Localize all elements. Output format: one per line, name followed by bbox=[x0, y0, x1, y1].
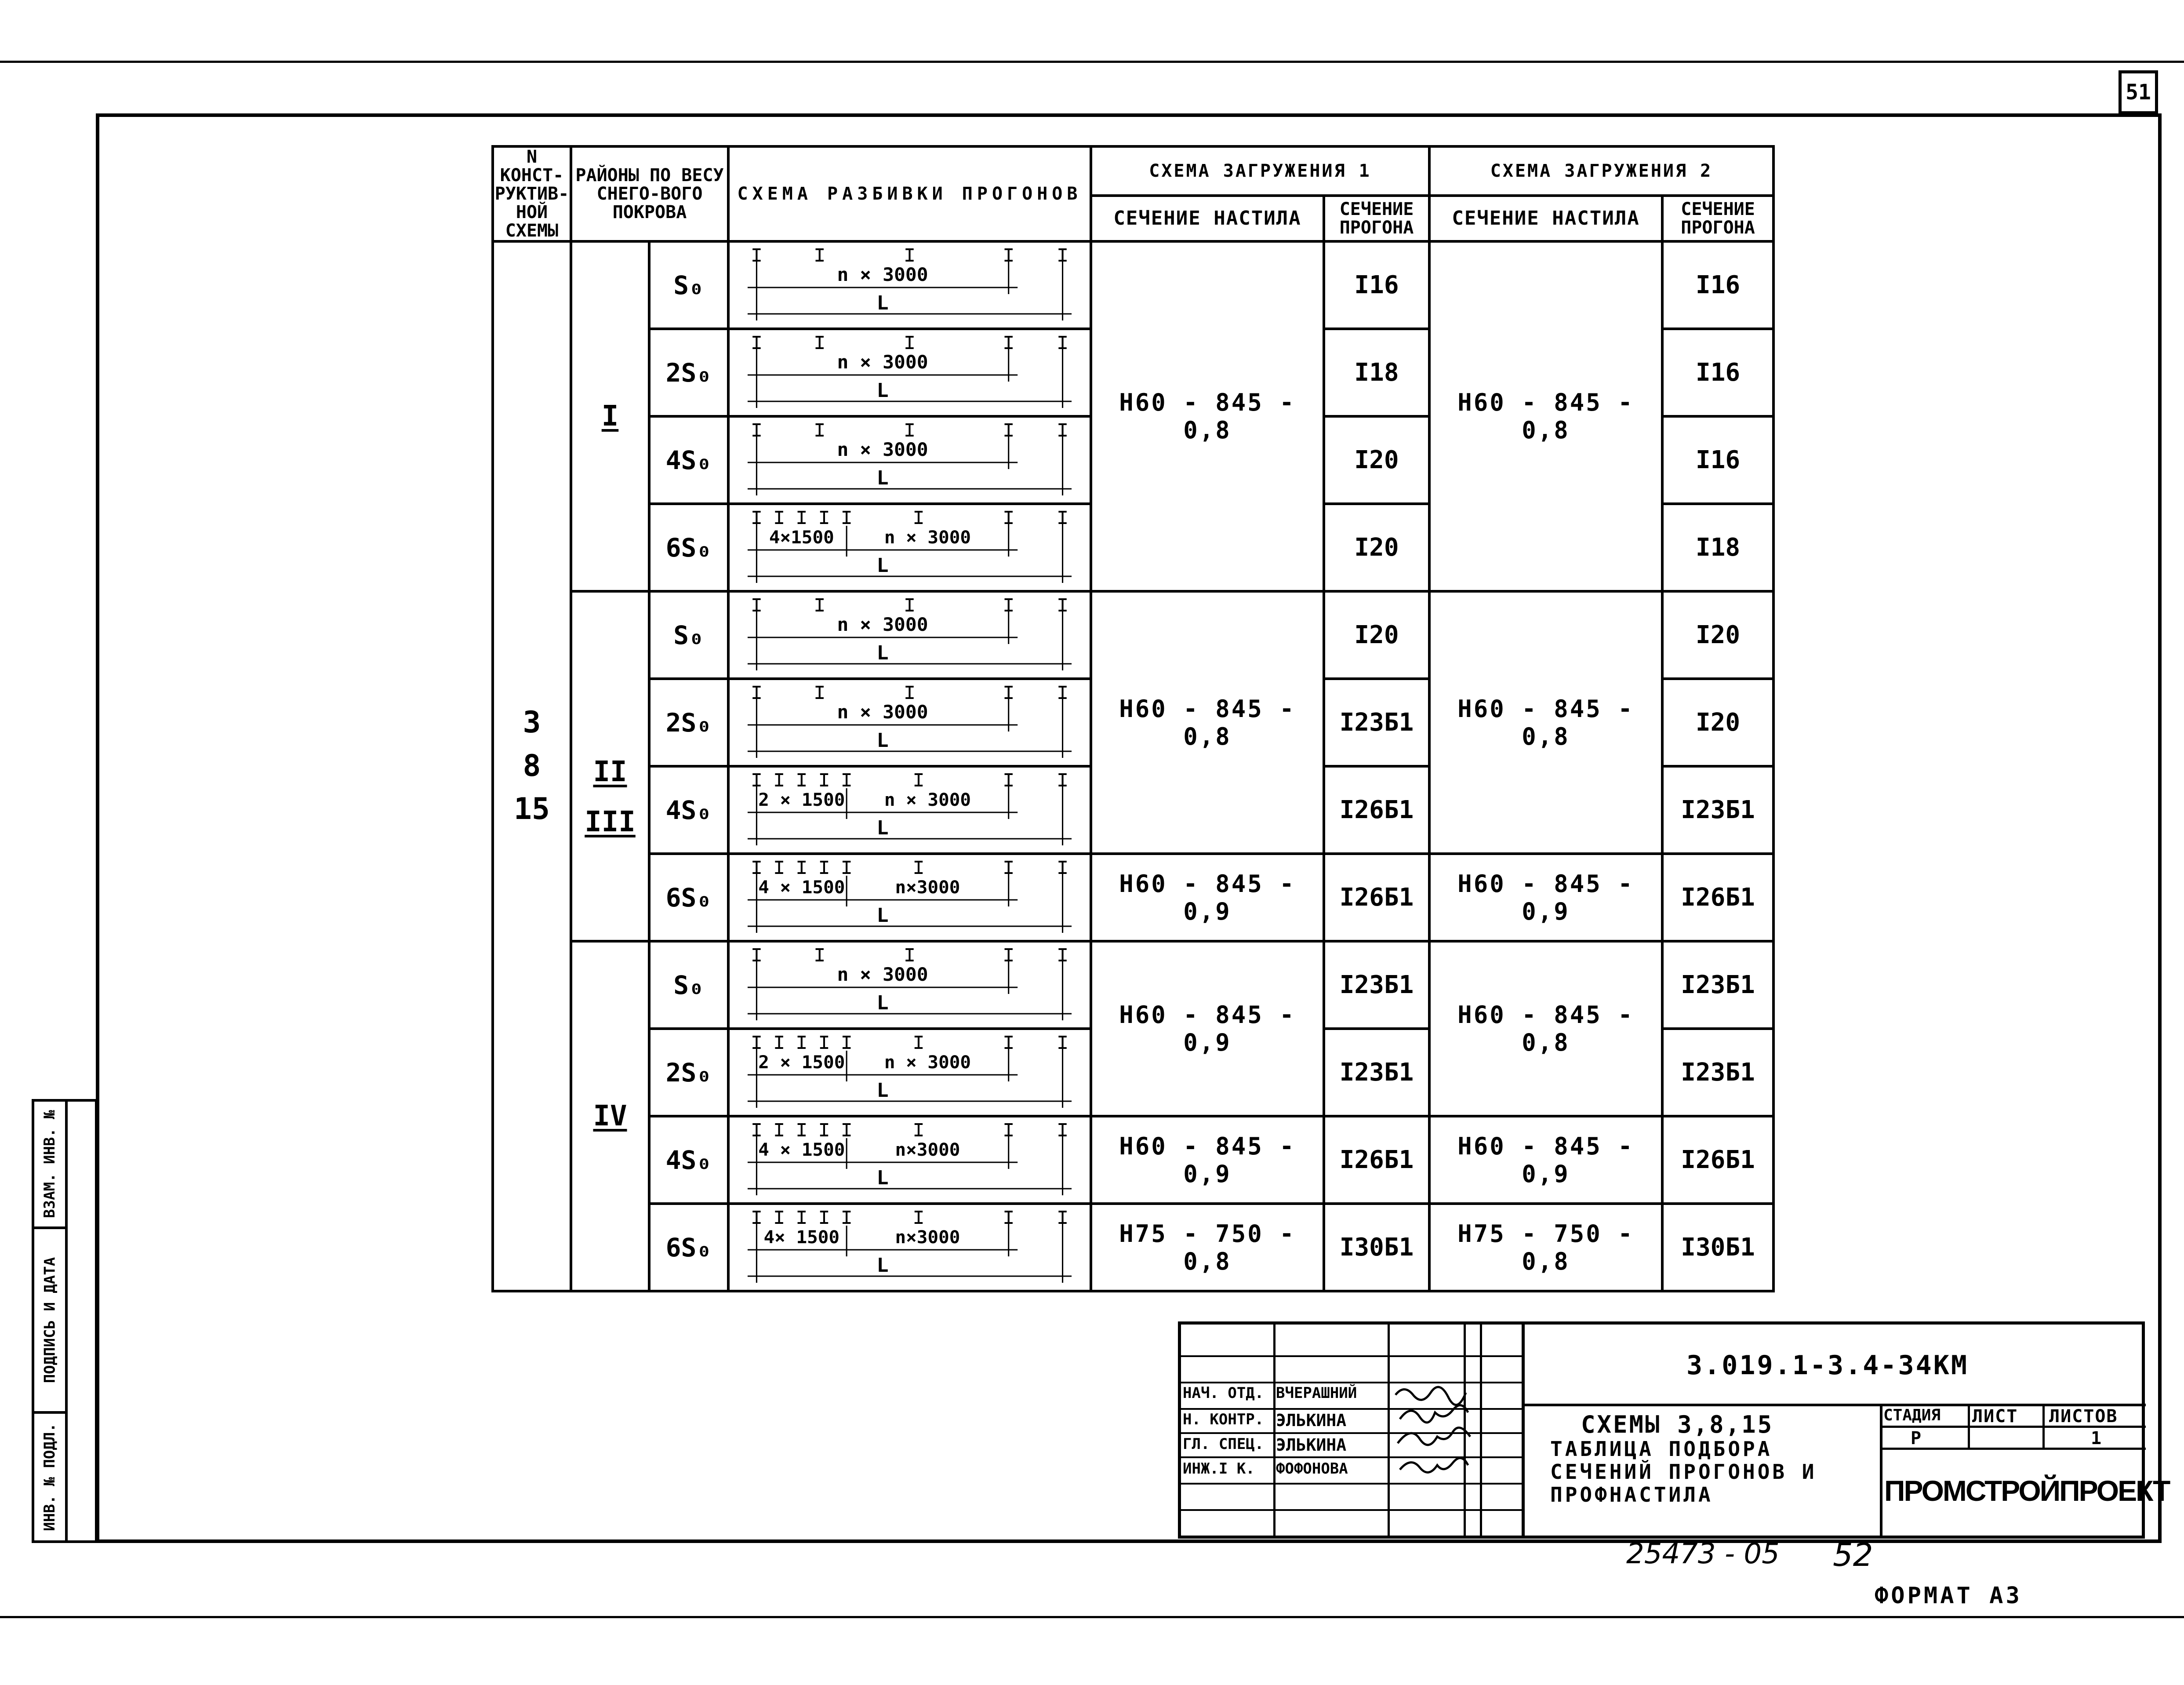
deck-section-2: Н60 - 845 - 0,8 bbox=[1429, 241, 1662, 591]
paper-format: ФОРМАТ А3 bbox=[1875, 1583, 2022, 1609]
purlin-layout-svg bbox=[730, 683, 1090, 762]
deck-section-1: Н60 - 845 - 0,9 bbox=[1091, 941, 1324, 1116]
i-beam-symbol bbox=[915, 512, 923, 523]
i-beam-symbol bbox=[1005, 1212, 1013, 1223]
title-line: СХЕМЫ 3,8,15 bbox=[1581, 1411, 1774, 1438]
dim-label-length: L bbox=[876, 466, 889, 489]
dim-label-spans: n × 3000 bbox=[884, 526, 971, 548]
i-beam-symbol bbox=[1005, 599, 1013, 611]
layout-diagram bbox=[728, 1116, 1091, 1204]
header-layout: СХЕМА РАЗБИВКИ ПРОГОНОВ bbox=[728, 146, 1091, 241]
purlin-section-1: I26Б1 bbox=[1324, 854, 1429, 941]
layout-diagram bbox=[728, 854, 1091, 941]
i-beam-symbol bbox=[843, 512, 850, 523]
purlin-layout-svg bbox=[730, 508, 1090, 587]
signer-role: НАЧ. ОТД. bbox=[1183, 1384, 1264, 1402]
i-beam-symbol bbox=[752, 599, 760, 611]
stamp-cell-replaced-inv: ВЗАМ. ИНВ. № bbox=[34, 1102, 65, 1229]
i-beam-symbol bbox=[843, 862, 850, 873]
i-beam-symbol bbox=[1005, 1037, 1013, 1048]
i-beam-symbol bbox=[752, 1212, 760, 1223]
dim-label-spans: n × 3000 bbox=[884, 1051, 971, 1073]
header-purlin-2: СЕЧЕНИЕ ПРОГОНА bbox=[1662, 196, 1773, 241]
dim-label-length: L bbox=[876, 1079, 889, 1102]
deck-section-2: Н60 - 845 - 0,9 bbox=[1429, 854, 1662, 941]
i-beam-symbol bbox=[1058, 424, 1066, 436]
purlin-section-2: I20 bbox=[1662, 679, 1773, 766]
title-line: ПРОФНАСТИЛА bbox=[1550, 1483, 1713, 1507]
purlin-layout-svg bbox=[730, 421, 1090, 500]
dim-label-length: L bbox=[876, 379, 889, 402]
top-trim-line bbox=[0, 61, 2184, 63]
header-purlin-1: СЕЧЕНИЕ ПРОГОНА bbox=[1324, 196, 1429, 241]
frame-top-ext bbox=[96, 113, 2120, 117]
deck-section-1: Н75 - 750 - 0,8 bbox=[1091, 1204, 1324, 1291]
i-beam-symbol bbox=[843, 1212, 850, 1223]
stage-value: Р bbox=[1911, 1428, 1922, 1448]
i-beam-symbol bbox=[905, 599, 913, 611]
purlin-section-2: I30Б1 bbox=[1662, 1204, 1773, 1291]
sheets-value: 1 bbox=[2091, 1428, 2102, 1448]
purlin-layout-svg bbox=[730, 1121, 1090, 1200]
i-beam-symbol bbox=[820, 774, 828, 786]
load-cell: 2S₀ bbox=[649, 679, 728, 766]
i-beam-symbol bbox=[905, 424, 913, 436]
i-beam-symbol bbox=[752, 337, 760, 348]
header-regions: РАЙОНЫ ПО ВЕСУ СНЕГО-ВОГО ПОКРОВА bbox=[571, 146, 728, 241]
i-beam-symbol bbox=[775, 774, 783, 786]
purlin-layout-svg bbox=[730, 771, 1090, 850]
dim-label-short-spans: 4 × 1500 bbox=[758, 876, 845, 898]
header-scheme-no: N КОНСТ-РУКТИВ-НОЙ СХЕМЫ bbox=[493, 146, 571, 241]
dim-label-length: L bbox=[876, 991, 889, 1014]
i-beam-symbol bbox=[798, 512, 806, 523]
i-beam-symbol bbox=[752, 1124, 760, 1135]
load-cell: 4S₀ bbox=[649, 1116, 728, 1204]
purlin-section-1: I18 bbox=[1324, 329, 1429, 416]
i-beam-symbol bbox=[820, 512, 828, 523]
i-beam-symbol bbox=[905, 687, 913, 698]
purlin-section-1: I20 bbox=[1324, 504, 1429, 591]
load-cell: 6S₀ bbox=[649, 854, 728, 941]
i-beam-symbol bbox=[1058, 949, 1066, 961]
i-beam-symbol bbox=[752, 424, 760, 436]
layout-diagram bbox=[728, 329, 1091, 416]
purlin-section-2: I18 bbox=[1662, 504, 1773, 591]
i-beam-symbol bbox=[816, 949, 824, 961]
i-beam-symbol bbox=[1005, 687, 1013, 698]
layout-diagram bbox=[728, 504, 1091, 591]
signer-name: ЭЛЬКИНА bbox=[1276, 1411, 1347, 1430]
purlin-section-1: I16 bbox=[1324, 241, 1429, 329]
dim-label-length: L bbox=[876, 1254, 889, 1277]
i-beam-symbol bbox=[816, 249, 824, 261]
purlin-section-1: I23Б1 bbox=[1324, 941, 1429, 1029]
i-beam-symbol bbox=[798, 862, 806, 873]
scheme-numbers: 3 8 15 bbox=[493, 241, 571, 1291]
i-beam-symbol bbox=[1005, 512, 1013, 523]
load-cell: S₀ bbox=[649, 591, 728, 679]
i-beam-symbol bbox=[816, 599, 824, 611]
i-beam-symbol bbox=[798, 774, 806, 786]
i-beam-symbol bbox=[915, 1037, 923, 1048]
handwritten-page-number: 52 bbox=[1833, 1536, 1873, 1573]
i-beam-symbol bbox=[1005, 424, 1013, 436]
dim-label-spans: n × 3000 bbox=[837, 614, 928, 636]
purlin-layout-svg bbox=[730, 333, 1090, 412]
signer-role: ГЛ. СПЕЦ. bbox=[1183, 1435, 1264, 1453]
i-beam-symbol bbox=[820, 1212, 828, 1223]
load-cell: 4S₀ bbox=[649, 416, 728, 504]
stamp-cell-inv-original: ИНВ. № ПОДЛ. bbox=[41, 1423, 59, 1531]
deck-section-2: Н60 - 845 - 0,8 bbox=[1429, 591, 1662, 854]
i-beam-symbol bbox=[820, 1124, 828, 1135]
dim-label-spans: n × 3000 bbox=[837, 351, 928, 373]
i-beam-symbol bbox=[905, 249, 913, 261]
dim-label-spans: n × 3000 bbox=[884, 789, 971, 810]
layout-diagram bbox=[728, 766, 1091, 854]
dim-label-short-spans: 2 × 1500 bbox=[758, 789, 845, 810]
load-cell: 6S₀ bbox=[649, 504, 728, 591]
i-beam-symbol bbox=[752, 249, 760, 261]
i-beam-symbol bbox=[775, 1124, 783, 1135]
title-line: ТАБЛИЦА ПОДБОРА bbox=[1550, 1437, 1773, 1461]
dim-label-short-spans: 4×1500 bbox=[769, 526, 834, 548]
dim-label-spans: n×3000 bbox=[895, 1139, 960, 1160]
purlin-layout-svg bbox=[730, 858, 1090, 937]
header-load2: СХЕМА ЗАГРУЖЕНИЯ 2 bbox=[1429, 146, 1773, 196]
dim-label-spans: n × 3000 bbox=[837, 264, 928, 286]
signer-role: ИНЖ.I К. bbox=[1183, 1460, 1255, 1478]
left-stamp bbox=[32, 1099, 98, 1543]
region-I: I bbox=[571, 241, 649, 591]
bottom-trim-line bbox=[0, 1616, 2184, 1618]
purlin-layout-svg bbox=[730, 946, 1090, 1025]
signer-name: ФОФОНОВА bbox=[1276, 1460, 1348, 1478]
layout-diagram bbox=[728, 416, 1091, 504]
i-beam-symbol bbox=[905, 337, 913, 348]
region-IV: IV bbox=[571, 941, 649, 1291]
i-beam-symbol bbox=[1058, 337, 1066, 348]
purlin-layout-svg bbox=[730, 1033, 1090, 1112]
layout-diagram bbox=[728, 941, 1091, 1029]
sheet-label: ЛИСТ bbox=[1972, 1406, 2018, 1427]
layout-diagram bbox=[728, 241, 1091, 329]
dim-label-spans: n×3000 bbox=[895, 876, 960, 898]
i-beam-symbol bbox=[775, 1037, 783, 1048]
purlin-section-2: I23Б1 bbox=[1662, 941, 1773, 1029]
i-beam-symbol bbox=[820, 1037, 828, 1048]
document-code: 3.019.1-3.4-34КМ bbox=[1686, 1350, 1969, 1381]
i-beam-symbol bbox=[775, 1212, 783, 1223]
i-beam-symbol bbox=[752, 774, 760, 786]
i-beam-symbol bbox=[1058, 862, 1066, 873]
purlin-section-2: I23Б1 bbox=[1662, 1029, 1773, 1116]
load-cell: S₀ bbox=[649, 941, 728, 1029]
stage-label: СТАДИЯ bbox=[1883, 1406, 1941, 1424]
i-beam-symbol bbox=[1058, 512, 1066, 523]
load-cell: 6S₀ bbox=[649, 1204, 728, 1291]
deck-section-2: Н60 - 845 - 0,8 bbox=[1429, 941, 1662, 1116]
load-cell: S₀ bbox=[649, 241, 728, 329]
title-line: СЕЧЕНИЙ ПРОГОНОВ И bbox=[1550, 1460, 1817, 1484]
dim-label-short-spans: 4 × 1500 bbox=[758, 1139, 845, 1160]
purlin-layout-svg bbox=[730, 596, 1090, 675]
i-beam-symbol bbox=[1005, 249, 1013, 261]
i-beam-symbol bbox=[1005, 1124, 1013, 1135]
i-beam-symbol bbox=[798, 1124, 806, 1135]
purlin-section-2: I26Б1 bbox=[1662, 1116, 1773, 1204]
dim-label-short-spans: 2 × 1500 bbox=[758, 1051, 845, 1073]
dim-label-length: L bbox=[876, 816, 889, 839]
purlin-section-1: I30Б1 bbox=[1324, 1204, 1429, 1291]
i-beam-symbol bbox=[1058, 249, 1066, 261]
dim-label-length: L bbox=[876, 291, 889, 314]
purlin-section-2: I16 bbox=[1662, 241, 1773, 329]
deck-section-1: Н60 - 845 - 0,9 bbox=[1091, 854, 1324, 941]
purlin-section-1: I26Б1 bbox=[1324, 766, 1429, 854]
i-beam-symbol bbox=[1058, 599, 1066, 611]
i-beam-symbol bbox=[775, 862, 783, 873]
load-cell: 2S₀ bbox=[649, 1029, 728, 1116]
i-beam-symbol bbox=[843, 1037, 850, 1048]
dim-label-spans: n × 3000 bbox=[837, 701, 928, 723]
deck-section-1: Н60 - 845 - 0,8 bbox=[1091, 241, 1324, 591]
i-beam-symbol bbox=[915, 774, 923, 786]
i-beam-symbol bbox=[905, 949, 913, 961]
header-deck-1: СЕЧЕНИЕ НАСТИЛА bbox=[1091, 196, 1324, 241]
i-beam-symbol bbox=[816, 424, 824, 436]
deck-section-2: Н75 - 750 - 0,8 bbox=[1429, 1204, 1662, 1291]
i-beam-symbol bbox=[1058, 774, 1066, 786]
deck-section-2: Н60 - 845 - 0,9 bbox=[1429, 1116, 1662, 1204]
i-beam-symbol bbox=[816, 337, 824, 348]
purlin-section-1: I20 bbox=[1324, 416, 1429, 504]
i-beam-symbol bbox=[1005, 949, 1013, 961]
purlin-section-2: I26Б1 bbox=[1662, 854, 1773, 941]
i-beam-symbol bbox=[1058, 687, 1066, 698]
deck-section-1: Н60 - 845 - 0,9 bbox=[1091, 1116, 1324, 1204]
region-II-III: II III bbox=[571, 591, 649, 941]
dim-label-length: L bbox=[876, 1166, 889, 1189]
i-beam-symbol bbox=[843, 1124, 850, 1135]
purlin-section-1: I23Б1 bbox=[1324, 679, 1429, 766]
title-block bbox=[1178, 1321, 2169, 1539]
purlin-layout-svg bbox=[730, 246, 1090, 325]
signer-role: Н. КОНТР. bbox=[1183, 1411, 1264, 1428]
load-cell: 4S₀ bbox=[649, 766, 728, 854]
i-beam-symbol bbox=[915, 862, 923, 873]
i-beam-symbol bbox=[816, 687, 824, 698]
dim-label-length: L bbox=[876, 554, 889, 577]
dim-label-length: L bbox=[876, 729, 889, 752]
stamp-cell-signature-date: ПОДПИСЬ И ДАТА bbox=[34, 1229, 65, 1414]
i-beam-symbol bbox=[915, 1212, 923, 1223]
i-beam-symbol bbox=[1058, 1212, 1066, 1223]
i-beam-symbol bbox=[752, 949, 760, 961]
i-beam-symbol bbox=[775, 512, 783, 523]
dim-label-spans: n × 3000 bbox=[837, 964, 928, 986]
layout-diagram bbox=[728, 591, 1091, 679]
header-deck-2: СЕЧЕНИЕ НАСТИЛА bbox=[1429, 196, 1662, 241]
page-number: 51 bbox=[2119, 70, 2158, 114]
sheets-label: ЛИСТОВ bbox=[2049, 1406, 2118, 1427]
dim-label-short-spans: 4× 1500 bbox=[763, 1226, 840, 1248]
layout-diagram bbox=[728, 679, 1091, 766]
dim-label-spans: n × 3000 bbox=[837, 439, 928, 461]
deck-section-1: Н60 - 845 - 0,8 bbox=[1091, 591, 1324, 854]
dim-label-length: L bbox=[876, 641, 889, 664]
i-beam-symbol bbox=[752, 862, 760, 873]
i-beam-symbol bbox=[1005, 862, 1013, 873]
dim-label-spans: n×3000 bbox=[895, 1226, 960, 1248]
i-beam-symbol bbox=[798, 1212, 806, 1223]
i-beam-symbol bbox=[1005, 337, 1013, 348]
purlin-section-2: I16 bbox=[1662, 416, 1773, 504]
i-beam-symbol bbox=[752, 1037, 760, 1048]
purlin-section-2: I23Б1 bbox=[1662, 766, 1773, 854]
purlin-section-1: I26Б1 bbox=[1324, 1116, 1429, 1204]
i-beam-symbol bbox=[1058, 1124, 1066, 1135]
i-beam-symbol bbox=[752, 512, 760, 523]
i-beam-symbol bbox=[843, 774, 850, 786]
purlin-section-1: I20 bbox=[1324, 591, 1429, 679]
layout-diagram bbox=[728, 1204, 1091, 1291]
organization-name: ПРОМСТРОЙПРОЕКТ bbox=[1884, 1474, 2169, 1507]
selection-table bbox=[491, 145, 1775, 1292]
layout-diagram bbox=[728, 1029, 1091, 1116]
i-beam-symbol bbox=[752, 687, 760, 698]
i-beam-symbol bbox=[1005, 774, 1013, 786]
purlin-layout-svg bbox=[730, 1208, 1090, 1287]
purlin-section-2: I16 bbox=[1662, 329, 1773, 416]
dim-label-length: L bbox=[876, 904, 889, 927]
i-beam-symbol bbox=[915, 1124, 923, 1135]
header-load1: СХЕМА ЗАГРУЖЕНИЯ 1 bbox=[1091, 146, 1429, 196]
handwritten-archive-number: 25473 - 05 bbox=[1626, 1538, 1780, 1570]
i-beam-symbol bbox=[798, 1037, 806, 1048]
i-beam-symbol bbox=[1058, 1037, 1066, 1048]
i-beam-symbol bbox=[820, 862, 828, 873]
load-cell: 2S₀ bbox=[649, 329, 728, 416]
purlin-section-1: I23Б1 bbox=[1324, 1029, 1429, 1116]
signatures bbox=[1391, 1382, 1479, 1487]
signer-name: ВЧЕРАШНИЙ bbox=[1276, 1384, 1357, 1402]
purlin-section-2: I20 bbox=[1662, 591, 1773, 679]
signer-name: ЭЛЬКИНА bbox=[1276, 1435, 1347, 1455]
